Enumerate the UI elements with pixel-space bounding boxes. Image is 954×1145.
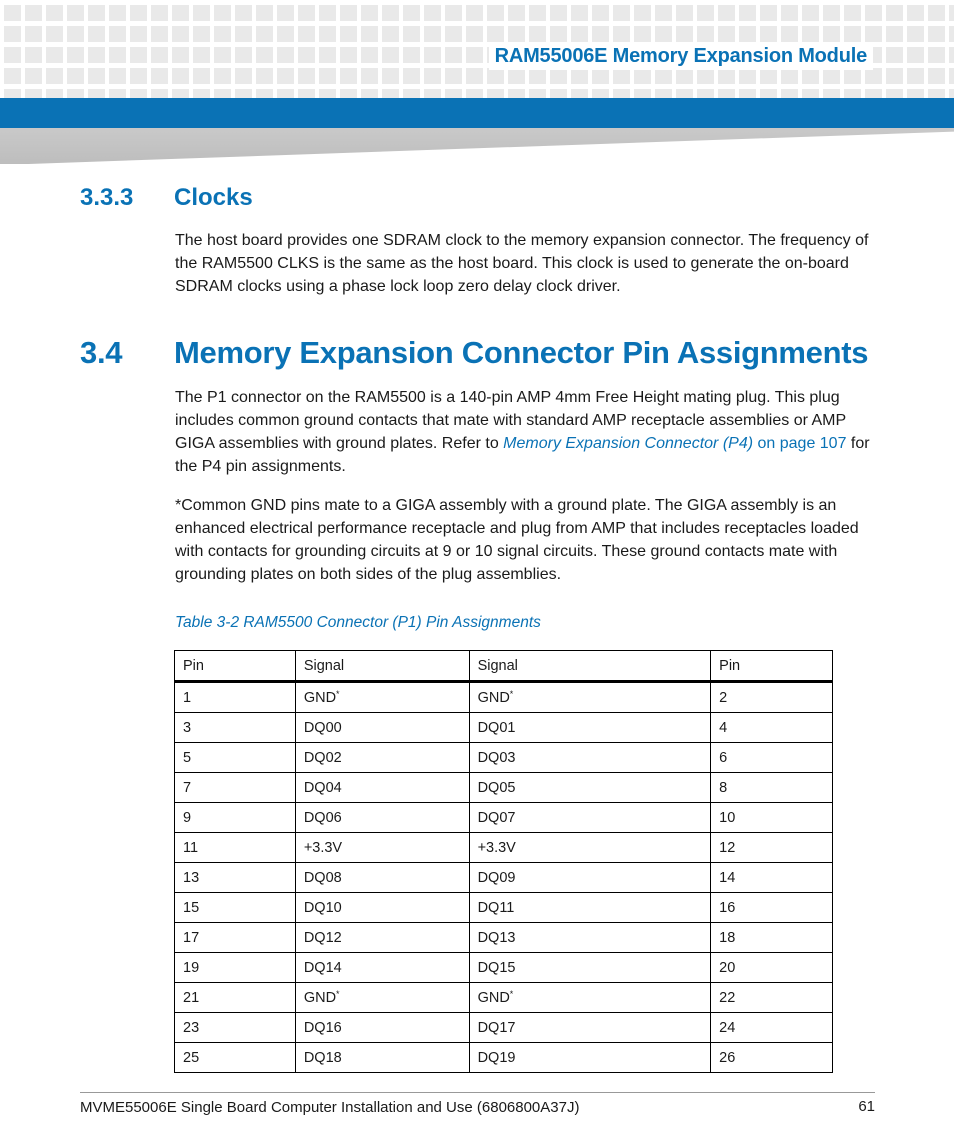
signal-cell [295, 743, 469, 773]
gnd-note-paragraph: *Common GND pins mate to a GIGA assembly with a ground plate. The GIGA assembly is an enhanced electrical performance receptacle and plug from AMP that includes receptacles loaded with contacts for grounding circuits at 9 or 10 signal circuits. These ground contacts mate with grounding plates on both sides of the plug assemblies. [175, 497, 859, 583]
pin-cell: 24 [711, 1013, 833, 1043]
signal-cell [469, 1013, 711, 1043]
signal-name: DQ05 [477, 779, 516, 796]
section-number: 3.4 [80, 335, 123, 370]
pin-cell: 18 [711, 923, 833, 953]
signal-name: DQ15 [477, 959, 516, 976]
section-title: Memory Expansion Connector Pin Assignments [174, 335, 869, 370]
signal-name: DQ17 [477, 1019, 516, 1036]
common-gnd-marker: * [509, 988, 514, 999]
pin-cell: 1 [175, 682, 296, 713]
pin-cell: 22 [711, 983, 833, 1013]
signal-cell [469, 923, 711, 953]
section-title: Clocks [174, 184, 253, 211]
signal-name: DQ16 [303, 1019, 342, 1036]
signal-name: GND [303, 689, 337, 706]
pin-cell: 5 [175, 743, 296, 773]
pin-cell: 6 [711, 743, 833, 773]
pin-cell: 15 [175, 893, 296, 923]
table-row [175, 682, 833, 713]
signal-cell [469, 713, 711, 743]
signal-cell [295, 682, 469, 713]
pin-cell: 4 [711, 713, 833, 743]
signal-name: DQ07 [477, 809, 516, 826]
table-caption: Table 3-2 RAM5500 Connector (P1) Pin Assignments [175, 614, 541, 631]
common-gnd-marker: * [336, 988, 340, 999]
pin-cell: 10 [711, 803, 833, 833]
table-header-row [175, 651, 833, 682]
footer-rule [80, 1092, 875, 1093]
pin-assignments-paragraph [175, 386, 875, 478]
footer-page-number: 61 [858, 1098, 875, 1115]
signal-cell [295, 713, 469, 743]
table-row [175, 773, 833, 803]
page-reference-link[interactable]: on page 107 [757, 435, 847, 452]
signal-name: GND [477, 989, 510, 1006]
signal-name: +3.3V [477, 839, 516, 856]
signal-name: DQ13 [477, 929, 516, 946]
signal-name: +3.3V [303, 839, 343, 856]
table-row [175, 1013, 833, 1043]
running-header-title: RAM55006E Memory Expansion Module [489, 42, 873, 70]
pin-cell: 26 [711, 1043, 833, 1073]
signal-cell [469, 833, 711, 863]
pin-cell: 17 [175, 923, 296, 953]
pin-cell: 25 [175, 1043, 296, 1073]
pin-cell: 8 [711, 773, 833, 803]
common-gnd-marker: * [509, 688, 514, 699]
table-row [175, 893, 833, 923]
signal-cell [469, 893, 711, 923]
cross-reference-link[interactable]: Memory Expansion Connector (P4) [503, 435, 754, 452]
signal-cell [469, 953, 711, 983]
pin-cell: 14 [711, 863, 833, 893]
signal-cell [469, 773, 711, 803]
signal-name: DQ04 [303, 779, 342, 796]
pin-assignment-table [174, 650, 833, 1073]
signal-name: DQ03 [477, 749, 516, 766]
table-row [175, 1043, 833, 1073]
section-number: 3.3.3 [80, 184, 134, 211]
signal-name: DQ11 [477, 899, 515, 916]
pin-cell: 21 [175, 983, 296, 1013]
signal-name: DQ19 [477, 1049, 516, 1066]
signal-cell [469, 863, 711, 893]
pin-cell: 11 [175, 833, 296, 863]
table-row [175, 833, 833, 863]
signal-cell [295, 803, 469, 833]
pin-cell: 23 [175, 1013, 296, 1043]
signal-name: DQ06 [303, 809, 342, 826]
pin-cell: 7 [175, 773, 296, 803]
table-row [175, 983, 833, 1013]
table-row [175, 743, 833, 773]
section-heading-pin-assignments [80, 333, 868, 373]
signal-cell [295, 983, 469, 1013]
clocks-paragraph: The host board provides one SDRAM clock to the memory expansion connector. The frequency of the RAM5500 CLKS is the same as the host board. This clock is used to generate the on-board SDRAM clocks using a phase lock loop zero delay clock driver. [175, 232, 869, 295]
column-header: Signal [295, 651, 469, 682]
signal-name: DQ10 [303, 899, 342, 916]
signal-cell [295, 1013, 469, 1043]
header-grey-wedge [0, 128, 954, 164]
signal-cell [295, 953, 469, 983]
signal-name: DQ02 [303, 749, 342, 766]
pin-cell: 3 [175, 713, 296, 743]
signal-name: DQ09 [477, 869, 516, 886]
signal-cell [469, 983, 711, 1013]
table-row [175, 953, 833, 983]
signal-cell [469, 1043, 711, 1073]
table-row [175, 803, 833, 833]
column-header: Pin [175, 651, 296, 682]
signal-cell [469, 682, 711, 713]
table-row [175, 863, 833, 893]
footer-document-title: MVME55006E Single Board Computer Installation and Use (6806800A37J) [80, 1099, 580, 1116]
pin-cell: 2 [711, 682, 833, 713]
pin-cell: 20 [711, 953, 833, 983]
signal-name: GND [477, 689, 510, 706]
pin-cell: 19 [175, 953, 296, 983]
paragraph-text: for the P4 pin assignments. [175, 435, 870, 475]
pin-cell: 9 [175, 803, 296, 833]
signal-cell [469, 743, 711, 773]
column-header: Pin [711, 651, 833, 682]
pin-cell: 16 [711, 893, 833, 923]
signal-cell [295, 1043, 469, 1073]
table-row [175, 923, 833, 953]
signal-cell [295, 923, 469, 953]
signal-name: DQ01 [477, 719, 516, 736]
pin-cell: 12 [711, 833, 833, 863]
table-row [175, 713, 833, 743]
signal-name: DQ12 [303, 929, 342, 946]
signal-name: DQ08 [303, 869, 342, 886]
common-gnd-marker: * [336, 688, 340, 699]
signal-name: DQ18 [303, 1049, 342, 1066]
signal-name: DQ14 [303, 959, 342, 976]
paragraph-text: The P1 connector on the RAM5500 is a 140-pin AMP 4mm Free Height mating plug. This plug includes common ground contacts that mate with standard AMP receptacle assemblies or AMP GIGA assemblies with ground plates. Refer to [175, 389, 846, 452]
signal-cell [469, 803, 711, 833]
signal-name: GND [303, 989, 337, 1006]
section-heading-clocks [80, 183, 253, 213]
pin-cell: 13 [175, 863, 296, 893]
signal-cell [295, 863, 469, 893]
column-header: Signal [469, 651, 711, 682]
signal-cell [295, 893, 469, 923]
signal-name: DQ00 [303, 719, 342, 736]
signal-cell [295, 773, 469, 803]
signal-cell [295, 833, 469, 863]
header-blue-bar [0, 98, 954, 128]
